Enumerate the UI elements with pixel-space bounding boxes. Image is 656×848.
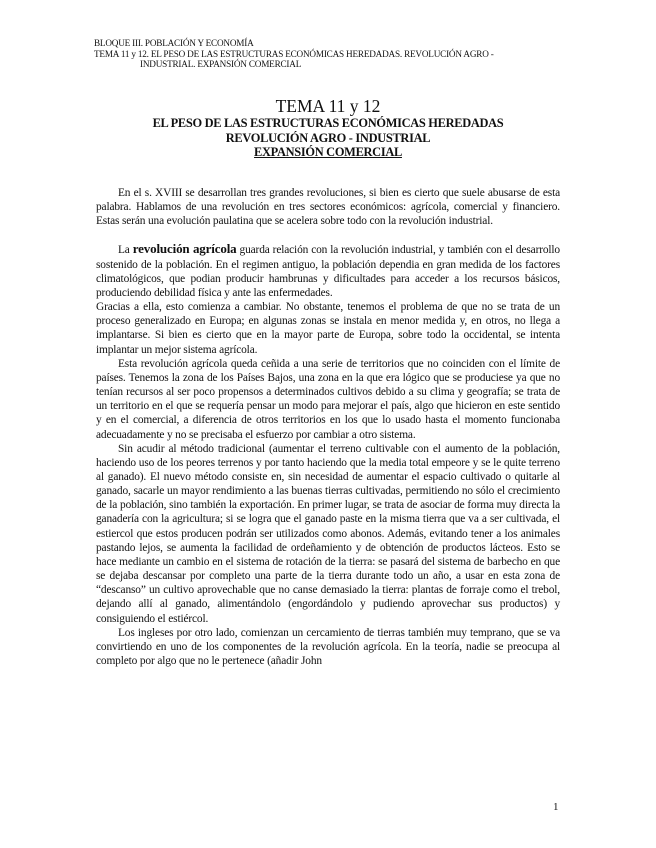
paragraph-territories: Esta revolución agrícola queda ceñida a una serie de territorios que no coinciden con el límite de países. Tenemos la zona de los Países Bajos, una zona en la que era lógico que se produciese ya que no tenían recursos al ser poco propensos a determinados cultivos debido a su clima y geografía; se trata de un territorio en el que se requería pensar un modo para mejorar el país, algo que hicieron en este sentido y en el comercial, a diferencia de otros territorios en los que lo usado hasta el momento funcionaba adecuadamente y no se precisaba el esfuerzo por cambiar a otro sistema. (96, 357, 560, 441)
paragraph-lead: La (118, 244, 133, 257)
page-title: TEMA 11 y 12 (275, 96, 381, 116)
page-number: 1 (553, 801, 559, 813)
paragraph-enclosures: Los ingleses por otro lado, comienzan un cercamiento de tierras también muy temprano, que se va convirtiendo en uno de los componentes de la revolución agrícola. En la teoría, nadie se preocupa al completo por algo que no le pertenece (añadir John (96, 626, 560, 667)
body-text (96, 186, 560, 668)
subtitle-revolution: REVOLUCIÓN AGRO - INDUSTRIAL (225, 130, 431, 145)
paragraph-agricultural-revolution (96, 242, 560, 300)
running-header (94, 38, 594, 70)
paragraph-intro: En el s. XVIII se desarrollan tres grandes revoluciones, si bien es cierto que suele abusarse de esta palabra. Hablamos de una revolución en tres sectores económicos: agrícola, comercial y financiero. Estas serán una evolución paulatina que se acelera sobre todo con la revolución industrial. (96, 187, 560, 228)
subtitle-expansion: EXPANSIÓN COMERCIAL (254, 145, 402, 160)
paragraph-continuation: guarda relación con la revolución industrial, y también con el desarrollo sostenido de la población. En el regimen antiguo, la población dependia en gran medida de los factores climatológicos, que podian producir hambrunas y dificultades para acceder a los recursos básicos, produciendo debilidad física y ante las enfermedades. (96, 244, 560, 299)
header-block-title: BLOQUE III. POBLACIÓN Y ECONOMÍA (94, 38, 254, 48)
key-term: revolución agrícola (132, 241, 237, 257)
paragraph-new-method: Sin acudir al método tradicional (aumentar el terreno cultivable con el aumento de la población, haciendo uso de los peores terrenos y por tanto haciendo que la media total empeore y se le quite terreno al ganado). El nuevo método consiste en, sin necesidad de aumentar el espacio cultivado o quitarle al ganado, sacarle un mayor rendimiento a las buenas tierras cultivadas, permitiendo no sólo el crecimiento de la población, sino también la exportación. En primer lugar, se trata de asociar de forma muy directa la ganadería con la agricultura; si se logra que el ganado paste en la misma tierra que va a ser cultivada, el estiercol que estos producen podrán ser utilizados como abonos. Además, evitando tener a los animales pastando lejos, se aumenta la facilidad de ordeñamiento y de obtención de productos lácteos. Esto se hace mediante un cambio en el sistema de rotación de la tierra: se pasará del sistema de barbecho en que se dejaba descansar por completo una parte de la tierra durante todo un año, a usar en esta zona de “descanso” un cultivo aprovechable que no canse demasiado la tierra: plantas de forraje como el trebol, dejando allí al ganado, alimentándolo (engordándolo y pudiendo aprovechar sus productos) y consiguiendo el estiércol. (96, 442, 560, 625)
header-topic-continuation: INDUSTRIAL. EXPANSIÓN COMERCIAL (140, 59, 302, 70)
subtitle-structures: EL PESO DE LAS ESTRUCTURAS ECONÓMICAS HEREDADAS (152, 116, 504, 130)
paragraph-change: Gracias a ella, esto comienza a cambiar. No obstante, tenemos el problema de que no se trata de un proceso generalizado en Europa; en algunas zonas se instala en menor medida y, en otros, no llega a implantarse. Si bien es cierto que en la mayor parte de Europa, sobre todo la occidental, se intenta implantar un mejor sistema agrícola. (96, 301, 560, 356)
header-topic-title: TEMA 11 y 12. EL PESO DE LAS ESTRUCTURAS ECONÓMICAS HEREDADAS. REVOLUCIÓN AGRO - (94, 48, 494, 59)
title-block (0, 96, 656, 160)
